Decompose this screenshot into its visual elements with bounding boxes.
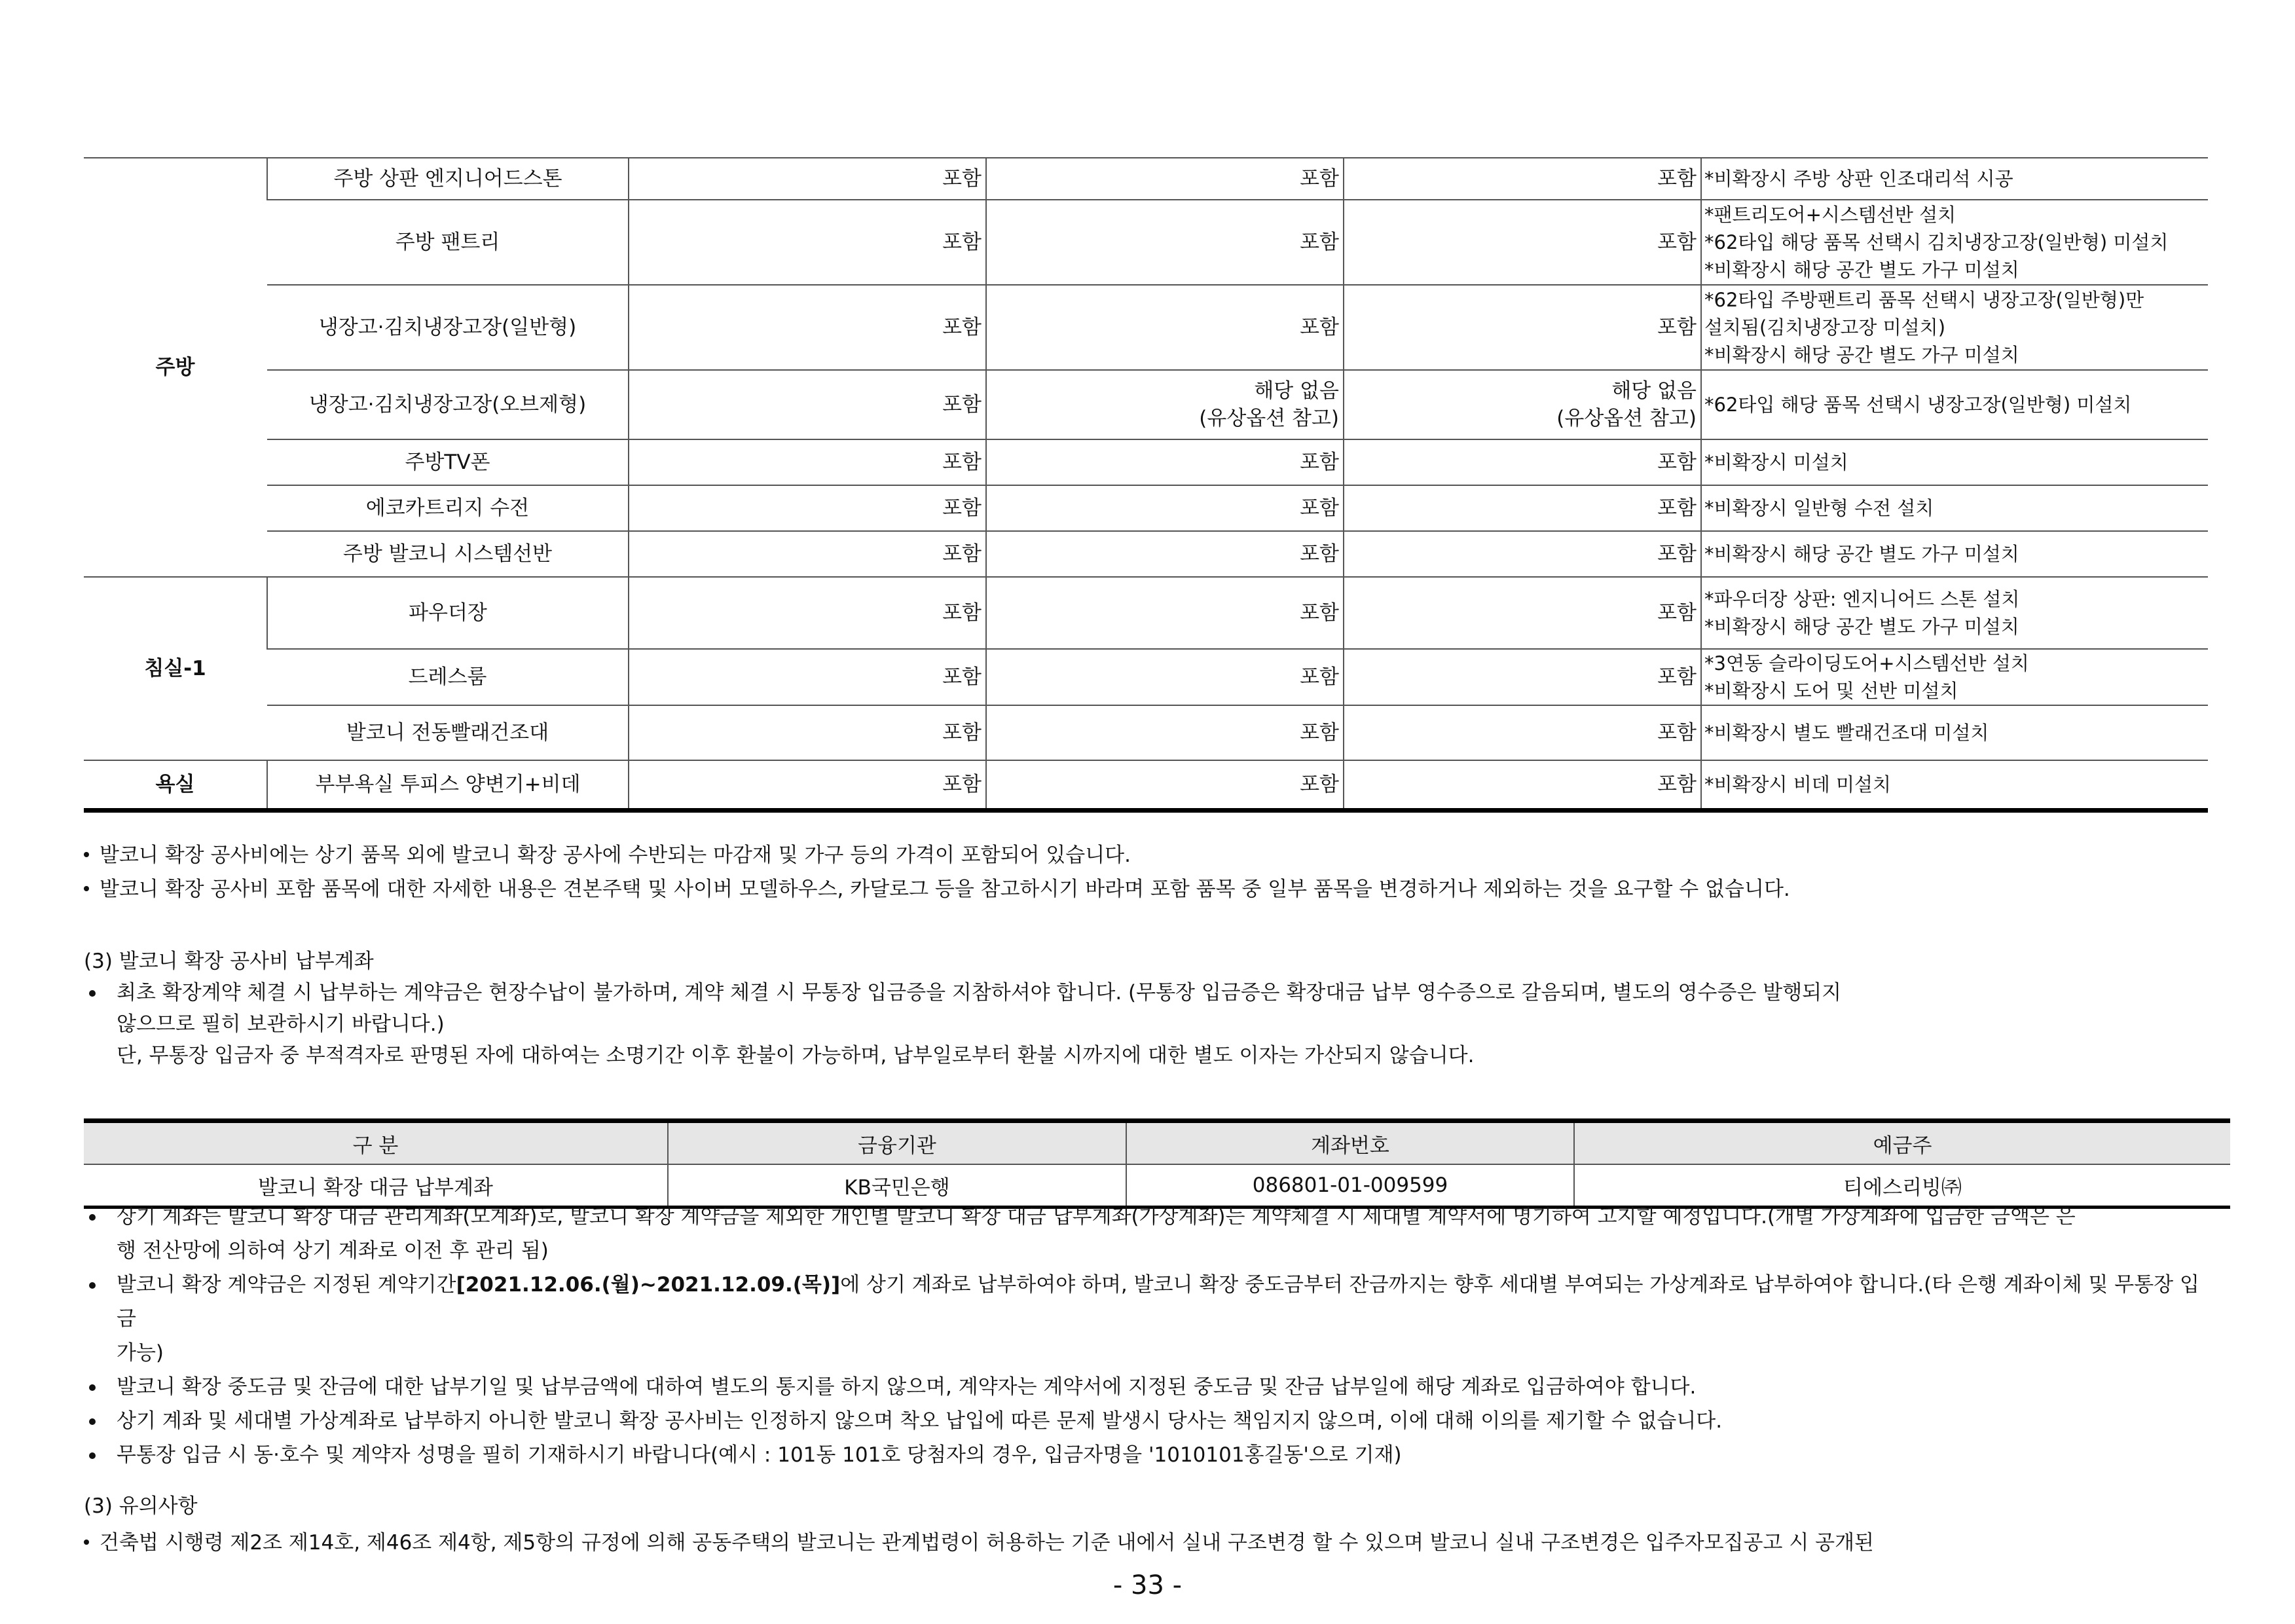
- inclusion-cell: 포함: [629, 760, 986, 810]
- inclusion-cell: 포함: [629, 158, 986, 200]
- inclusion-cell: 포함: [629, 439, 986, 485]
- account-table-header: [84, 1121, 2230, 1165]
- inclusion-cell: 포함: [986, 200, 1344, 285]
- inclusion-cell: 포함: [1344, 531, 1701, 577]
- item-name: 드레스룸: [267, 649, 629, 705]
- account-holder: 티에스리빙㈜: [1574, 1164, 2230, 1208]
- bullet-icon: [89, 1452, 96, 1459]
- option-row: [84, 485, 2208, 531]
- paragraph-line: 단, 무통장 입금자 중 부적격자로 판명된 자에 대하여는 소명기간 이후 환불이 가능하며, 납부일로부터 환불 시까지에 대한 별도 이자는 가산되지 않습니다.: [117, 1044, 1475, 1067]
- item-name: 발코니 전동빨래건조대: [267, 705, 629, 760]
- account-purpose: 발코니 확장 대금 납부계좌: [84, 1164, 668, 1208]
- section-payment: [84, 946, 1841, 1071]
- inclusion-cell: 포함: [629, 705, 986, 760]
- option-row: [84, 370, 2208, 439]
- note-cell: *팬트리도어+시스템선반 설치 *62타입 해당 품목 선택시 김치냉장고장(일반형) 미설치 *비확장시 해당 공간 별도 가구 미설치: [1701, 200, 2208, 285]
- page-number: - 33 -: [1112, 1570, 1183, 1600]
- inclusion-cell: 포함: [986, 760, 1344, 810]
- contract-period: [2021.12.06.(월)~2021.12.09.(목)]: [456, 1273, 841, 1297]
- bullets-top: [84, 840, 1790, 905]
- item-name: 부부욕실 투피스 양변기+비데: [267, 760, 629, 810]
- option-row: [84, 531, 2208, 577]
- inclusion-cell: 포함: [986, 158, 1344, 200]
- note-cell: *3연동 슬라이딩도어+시스템선반 설치 *비확장시 도어 및 선반 미설치: [1701, 649, 2208, 705]
- bullet-item: 최초 확장계약 체결 시 납부하는 계약금은 현장수납이 불가하며, 계약 체결 시 무통장 입금증을 지참하셔야 합니다. (무통장 입금증은 확장대금 납부 영수증으로 갈음되며, 별도의 영수증은 발행되지: [84, 977, 1841, 1008]
- section-heading: (3) 유의사항: [84, 1494, 198, 1518]
- section-heading: (3) 발코니 확장 공사비 납부계좌: [84, 950, 374, 973]
- note-item: 발코니 확장 계약금은 지정된 계약기간[2021.12.06.(월)~2021.12.09.(목)]에 상기 계좌로 납부하여야 하며, 발코니 확장 중도금부터 잔금까지는 향후 세대별 부여되는 가상계좌로 납부하여야 합니다.(타 은행 계좌이체 및 무통장 입금 가능): [84, 1268, 2205, 1370]
- bullet-icon: [89, 1384, 96, 1391]
- header-cell: 예금주: [1574, 1121, 2230, 1165]
- inclusion-cell: 포함: [629, 649, 986, 705]
- category-cell: 주방: [84, 158, 267, 577]
- note-cell: *비확장시 비데 미설치: [1701, 760, 2208, 810]
- option-row: [84, 285, 2208, 370]
- note-cell: *파우더장 상판: 엔지니어드 스톤 설치 *비확장시 해당 공간 별도 가구 미설치: [1701, 577, 2208, 649]
- note-cell: *비확장시 해당 공간 별도 가구 미설치: [1701, 531, 2208, 577]
- option-row: [84, 577, 2208, 649]
- inclusion-cell: 해당 없음 (유상옵션 참고): [1344, 370, 1701, 439]
- inclusion-cell: 포함: [629, 485, 986, 531]
- inclusion-cell: 포함: [629, 577, 986, 649]
- section-notice: [84, 1490, 1874, 1559]
- note-cell: *62타입 해당 품목 선택시 냉장고장(일반형) 미설치: [1701, 370, 2208, 439]
- bullet-item: 건축법 시행령 제2조 제14호, 제46조 제4항, 제5항의 규정에 의해 공동주택의 발코니는 관계법령이 허용하는 기준 내에서 실내 구조변경 할 수 있으며 발코니 실내 구조변경은 입주자모집공고 시 공개된: [84, 1527, 1874, 1559]
- inclusion-cell: 포함: [629, 200, 986, 285]
- account-number: 086801-01-009599: [1126, 1164, 1574, 1208]
- bullet-icon: [89, 1214, 96, 1221]
- option-row: [84, 705, 2208, 760]
- inclusion-cell: 포함: [1344, 705, 1701, 760]
- inclusion-cell: 포함: [629, 531, 986, 577]
- bullet-icon: [84, 886, 89, 891]
- item-name: 냉장고·김치냉장고장(오브제형): [267, 370, 629, 439]
- bullet-icon: [89, 1282, 96, 1289]
- item-name: 주방 상판 엔지니어드스톤: [267, 158, 629, 200]
- inclusion-cell: 포함: [1344, 485, 1701, 531]
- note-item: 발코니 확장 중도금 및 잔금에 대한 납부기일 및 납부금액에 대하여 별도의 통지를 하지 않으며, 계약자는 계약서에 지정된 중도금 및 잔금 납부일에 해당 계좌로 입금하여야 합니다.: [84, 1370, 2205, 1404]
- note-cell: *비확장시 일반형 수전 설치: [1701, 485, 2208, 531]
- item-name: 주방 팬트리: [267, 200, 629, 285]
- item-name: 냉장고·김치냉장고장(일반형): [267, 285, 629, 370]
- bullet-icon: [84, 852, 89, 857]
- note-item: 상기 계좌는 발코니 확장 대금 관리계좌(모계좌)로, 발코니 확장 계약금을 제외한 개인별 발코니 확장 대금 납부계좌(가상계좌)는 계약체결 시 세대별 계약서에 명기하여 고지할 예정입니다.(개별 가상계좌에 입금한 금액은 은 행 전산망에 의하여 상기 계좌로 이전 후 관리 됨): [84, 1200, 2205, 1268]
- inclusion-cell: 포함: [629, 370, 986, 439]
- inclusion-cell: 포함: [1344, 760, 1701, 810]
- item-name: 주방TV폰: [267, 439, 629, 485]
- account-notes: [84, 1200, 2205, 1472]
- bullet-icon: [89, 990, 96, 997]
- inclusion-cell: 포함: [986, 649, 1344, 705]
- bank-name: KB국민은행: [668, 1164, 1126, 1208]
- option-row: [84, 439, 2208, 485]
- note-cell: *62타입 주방팬트리 품목 선택시 냉장고장(일반형)만 설치됨(김치냉장고장 미설치) *비확장시 해당 공간 별도 가구 미설치: [1701, 285, 2208, 370]
- inclusion-cell: 포함: [986, 485, 1344, 531]
- header-cell: 구 분: [84, 1121, 668, 1165]
- header-cell: 금융기관: [668, 1121, 1126, 1165]
- bullet-icon: [84, 1540, 89, 1545]
- inclusion-cell: 포함: [1344, 577, 1701, 649]
- item-name: 주방 발코니 시스템선반: [267, 531, 629, 577]
- inclusion-cell: 포함: [986, 439, 1344, 485]
- inclusion-cell: 포함: [986, 577, 1344, 649]
- inclusion-cell: 포함: [1344, 439, 1701, 485]
- option-row: [84, 649, 2208, 705]
- note-cell: *비확장시 주방 상판 인조대리석 시공: [1701, 158, 2208, 200]
- option-row: [84, 158, 2208, 200]
- category-cell: 욕실: [84, 760, 267, 810]
- paragraph-line: 않으므로 필히 보관하시기 바랍니다.): [117, 1012, 445, 1036]
- inclusion-cell: 포함: [1344, 285, 1701, 370]
- bullet-item: 발코니 확장 공사비에는 상기 품목 외에 발코니 확장 공사에 수반되는 마감재 및 가구 등의 가격이 포함되어 있습니다.: [84, 840, 1790, 871]
- category-cell: 침실-1: [84, 577, 267, 760]
- bullet-icon: [89, 1418, 96, 1425]
- inclusion-cell: 포함: [986, 705, 1344, 760]
- note-item: 무통장 입금 시 동·호수 및 계약자 성명을 필히 기재하시기 바랍니다(예시 : 101동 101호 당첨자의 경우, 입금자명을 '1010101홍길동'으로 기재): [84, 1438, 2205, 1472]
- inclusion-cell: 포함: [1344, 200, 1701, 285]
- note-cell: *비확장시 미설치: [1701, 439, 2208, 485]
- inclusion-cell: 해당 없음 (유상옵션 참고): [986, 370, 1344, 439]
- note-cell: *비확장시 별도 빨래건조대 미설치: [1701, 705, 2208, 760]
- item-name: 에코카트리지 수전: [267, 485, 629, 531]
- option-row: [84, 760, 2208, 810]
- inclusion-cell: 포함: [1344, 649, 1701, 705]
- bullet-item: 발코니 확장 공사비 포함 품목에 대한 자세한 내용은 견본주택 및 사이버 모델하우스, 카달로그 등을 참고하시기 바라며 포함 품목 중 일부 품목을 변경하거나 제외하는 것을 요구할 수 없습니다.: [84, 874, 1790, 905]
- inclusion-cell: 포함: [1344, 158, 1701, 200]
- inclusion-cell: 포함: [629, 285, 986, 370]
- inclusion-cell: 포함: [986, 531, 1344, 577]
- header-cell: 계좌번호: [1126, 1121, 1574, 1165]
- option-row: [84, 200, 2208, 285]
- option-table: [84, 157, 2208, 813]
- note-item: 상기 계좌 및 세대별 가상계좌로 납부하지 아니한 발코니 확장 공사비는 인정하지 않으며 착오 납입에 따른 문제 발생시 당사는 책임지지 않으며, 이에 대해 이의를 제기할 수 없습니다.: [84, 1404, 2205, 1438]
- inclusion-cell: 포함: [986, 285, 1344, 370]
- item-name: 파우더장: [267, 577, 629, 649]
- account-table: [84, 1118, 2230, 1209]
